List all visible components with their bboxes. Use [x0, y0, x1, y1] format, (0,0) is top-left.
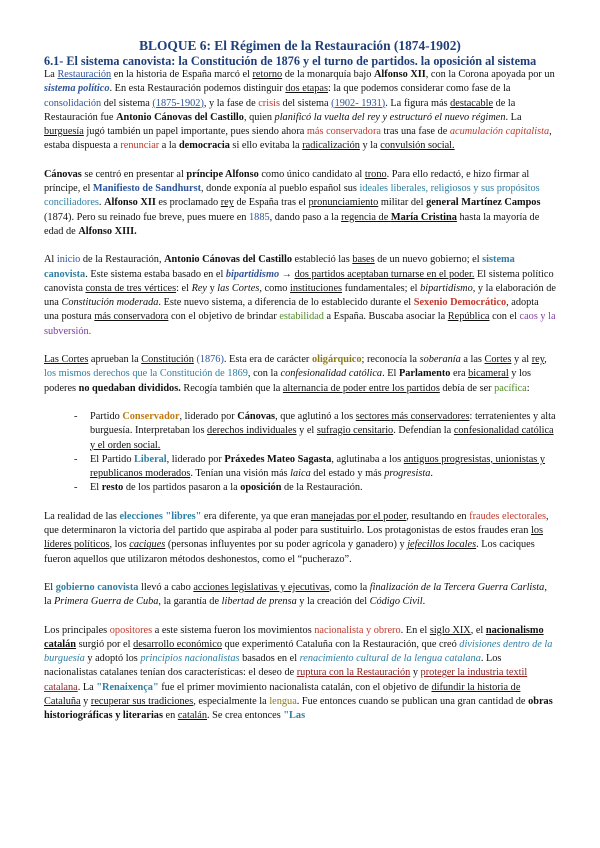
list-item: - El Partido Liberal, liderado por Práxedes Mateo Sagasta, aglutinaba a los antiguos progresistas, unionistas y republicanos moderados. Tenían una visión más laica del estado y más progresista.	[74, 453, 546, 480]
paragraph-canovas: Cánovas se centró en presentar al príncipe Alfonso como único candidato al trono. Para ello redactó, e hizo firmar al príncipe, el Manifiesto de Sandhurst, donde exponía al pueblo español sus ideales liberales, religiosos y sus propósitos conciliadores. Alfonso XII es proclamado rey de España tras el pronunciamiento militar del general Martínez Campos (1874). Pero su reinado fue breve, pues muere en 1885, dando paso a la regencia de María Cristina hasta la mayoría de edad de Alfonso XIII.	[44, 168, 541, 237]
paragraph-cortes: Las Cortes aprueban la Constitución (1876). Esta era de carácter oligárquico; reconocía la soberanía a las Cortes y al rey, los mismos derechos que la Constitución de 1869, con la confesionalidad católica. El Parlamento era bicameral y los poderes no quedaban divididos. Recogía también que la alternancia de poder entre los partidos debía de ser pacífica:	[44, 354, 547, 394]
page-title: BLOQUE 6: El Régimen de la Restauración (1874-1902)	[139, 38, 461, 53]
paragraph-sistema: Al inicio de la Restauración, Antonio Cánovas del Castillo estableció las bases de un nuevo gobierno; el sistema canovista. Este sistema estaba basado en el bipartidismo → dos partidos aceptaban turnarse en el poder. El sistema político canovista consta de tres vértices: el Rey y las Cortes, como instituciones fundamentales; el bipartidismo, y la elaboración de una Constitución moderada. Este nuevo sistema, a diferencia de lo establecido durante el Sexenio Democrático, adopta una postura más conservadora con el objetivo de brindar estabilidad a España. Buscaba asociar la República con el caos y la subversión.	[44, 254, 556, 337]
paragraph-elecciones: La realidad de las elecciones "libres" era diferente, ya que eran manejadas por el poder, resultando en fraudes electorales, que determinaron la victoria del partido que aspiraba al poder para sustituirlo. Los protagonistas de estos fraudes eran los líderes políticos, los caciques (personas influyentes por su poder agrícola y ganadero) y jefecillos locales. Los caciques fueron aquellos que utilizaron métodos deshonestos, como el “pucherazo”.	[44, 510, 549, 565]
paragraph-oposicion: Los principales opositores a este sistema fueron los movimientos nacionalista y obrero. En el siglo XIX, el nacionalismo catalán surgió por el desarrollo económico que experimentó Cataluña con la Restauración, que creó divisiones dentro de la burguesía y adoptó los principios nacionalistas basados en el renacimiento cultural de la lengua catalana. Los nacionalistas catalanes tenían dos características: el deseo de ruptura con la Restauración y proteger la industria textil catalana. La "Renaixença" fue el primer movimiento nacionalista catalán, con el objetivo de difundir la historia de Cataluña y recuperar sus tradiciones, especialmente la lengua. Fue entonces cuando se publican una gran cantidad de obras historiográficas y literarias en catalán. Se crea entonces "Las	[44, 624, 553, 722]
party-list	[44, 410, 556, 496]
paragraph-restauracion: La Restauración en la historia de España marcó el retorno de la monarquía bajo Alfonso XII, con la Corona apoyada por un sistema político. En esta Restauración podemos distinguir dos etapas: la que podemos considerar como fase de la consolidación del sistema (1875-1902), y la fase de crisis del sistema (1902- 1931). La figura más destacable de la Restauración fue Antonio Cánovas del Castillo, quien planificó la vuelta del rey y estructuró el nuevo régimen. La burguesía jugó también un papel importante, pues siendo ahora más conservadora tras una fase de acumulación capitalista, estaba dispuesta a renunciar a la democracia si ello evitaba la radicalización y la convulsión social.	[44, 69, 555, 152]
list-item: - El resto de los partidos pasaron a la oposición de la Restauración.	[74, 482, 363, 494]
paragraph-gobierno: El gobierno canovista llevó a cabo acciones legislativas y ejecutivas, como la finalización de la Tercera Guerra Carlista, la Primera Guerra de Cuba, la garantía de libertad de prensa y la creación del Código Civil.	[44, 581, 547, 608]
list-item: - Partido Conservador, liderado por Cánovas, que aglutinó a los sectores más conservadores: terratenientes y alta burguesía. Interpretaban los derechos individuales y el sufragio censitario. Defendían la confesionalidad católica y el orden social.	[74, 410, 556, 451]
section-heading: 6.1- El sistema canovista: la Constitución de 1876 y el turno de partidos. la oposición al sistema	[44, 54, 537, 68]
